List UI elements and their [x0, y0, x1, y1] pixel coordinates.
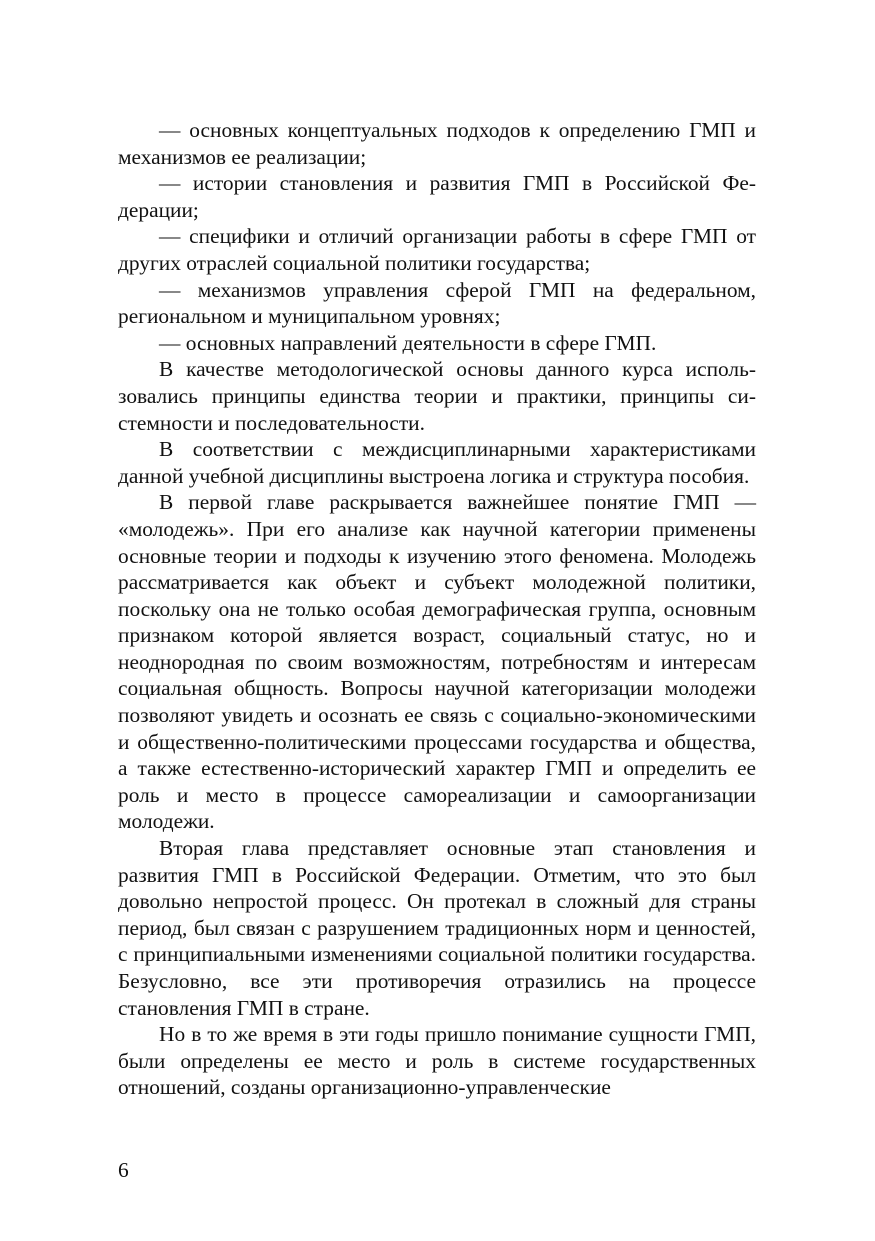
- paragraph-understanding: Но в то же время в эти годы пришло понимание сущности ГМП, были определены ее место и роль в системе государственных отношений, созданы организационно-управленческие: [118, 1022, 756, 1100]
- paragraph-chapter-one: В первой главе раскрывается важнейшее понятие ГМП — «молодежь». При его анализе как научной категории применены основные теории и подходы к изучению этого феномена. Молодежь рассматривается как объект и субъект молодежной политики, поскольку она не только особая демографическая группа, основным признаком которой является возраст, социальный статус, но и неоднородная по своим возможностям, потребностям и интересам социальная общность. Вопросы научной категоризации молодежи позволяют увидеть и осознать ее связь с социально-экономическими и общественно-политическими процессами государства и общества, а также естественно-​исторический характер ГМП и определить ее роль и место в процессе самореализации и самоорганизации молодежи.: [118, 490, 756, 834]
- page-body: [118, 117, 756, 1101]
- page-number: 6: [118, 1158, 129, 1182]
- list-item: — истории становления и развития ГМП в Российской Федерации;: [118, 171, 756, 222]
- list-item: — основных концептуальных подходов к определению ГМП и механизмов ее реализации;: [118, 118, 756, 169]
- list-item: — основных направлений деятельности в сфере ГМП.: [159, 330, 657, 355]
- list-item: — специфики и отличий организации работы в сфере ГМП от других отраслей социальной политики государства;: [118, 224, 756, 275]
- paragraph-methodology: В качестве методологической основы данного курса использовались принципы единства теории и практики, принципы системности и последовательности.: [118, 357, 756, 435]
- paragraph-structure: В соответствии с междисциплинарными характеристиками данной учебной дисциплины выстроена логика и структура пособия.: [118, 437, 756, 488]
- paragraph-chapter-two: Вторая глава представляет основные этап становления и развития ГМП в Российской Федерации. Отметим, что это был довольно непростой процесс. Он протекал в сложный для страны период, был связан с разрушением традиционных норм и ценностей, с принципиальными изменениями социальной политики государства. Безусловно, все эти противоречия отразились на процессе становления ГМП в стране.: [118, 836, 756, 1020]
- list-item: — механизмов управления сферой ГМП на федеральном, региональном и муниципальном уровнях;: [118, 277, 756, 329]
